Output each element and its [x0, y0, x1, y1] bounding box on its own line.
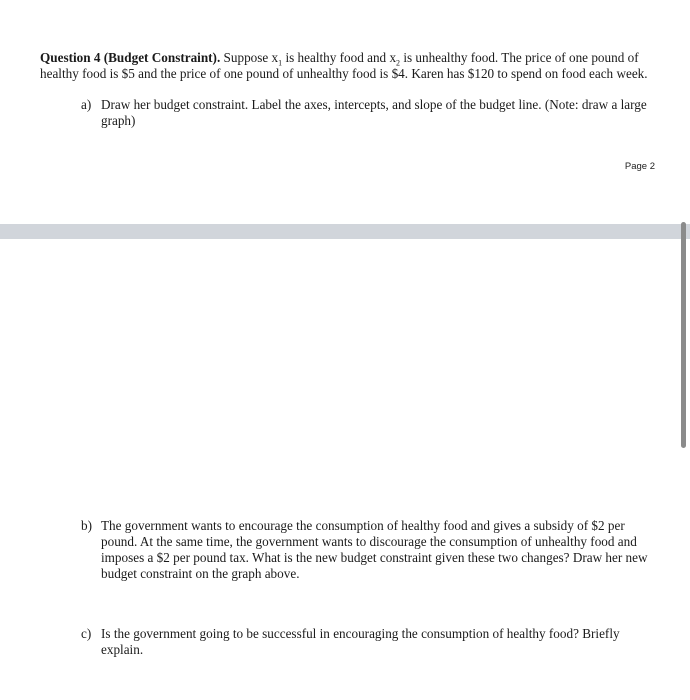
part-a-text: Draw her budget constraint. Label the axes, intercepts, and slope of the budget line. (Note: draw a large graph) [101, 97, 647, 128]
part-a-letter: a) [81, 97, 92, 112]
part-b-text: The government wants to encourage the consumption of healthy food and gives a subsidy of $2 per pound. At the same time, the government wants to discourage the consumption of unhealthy food and imposes a $2 per pound tax. What is the new budget constraint given these two changes? Draw her new budget constraint on the graph above. [101, 518, 648, 581]
question-title: Question 4 (Budget Constraint). [40, 50, 221, 65]
question-4-intro: Question 4 (Budget Constraint). Suppose $x_1$ is healthy food and $x_2$ is unhealthy food. The price of one pound of healthy food is $5 and the price of one pound of unhealthy food is $4. Karen has $120 to spend on food each week. [40, 50, 648, 81]
page-number: Page 2 [624, 161, 655, 172]
page-separator [0, 224, 690, 239]
vertical-scrollbar[interactable] [681, 222, 686, 448]
part-c-text: Is the government going to be successful in encouraging the consumption of healthy food? Briefly explain. [101, 626, 620, 657]
document-page-top [0, 0, 690, 224]
part-b-letter: b) [81, 518, 92, 533]
part-c-letter: c) [81, 626, 92, 641]
